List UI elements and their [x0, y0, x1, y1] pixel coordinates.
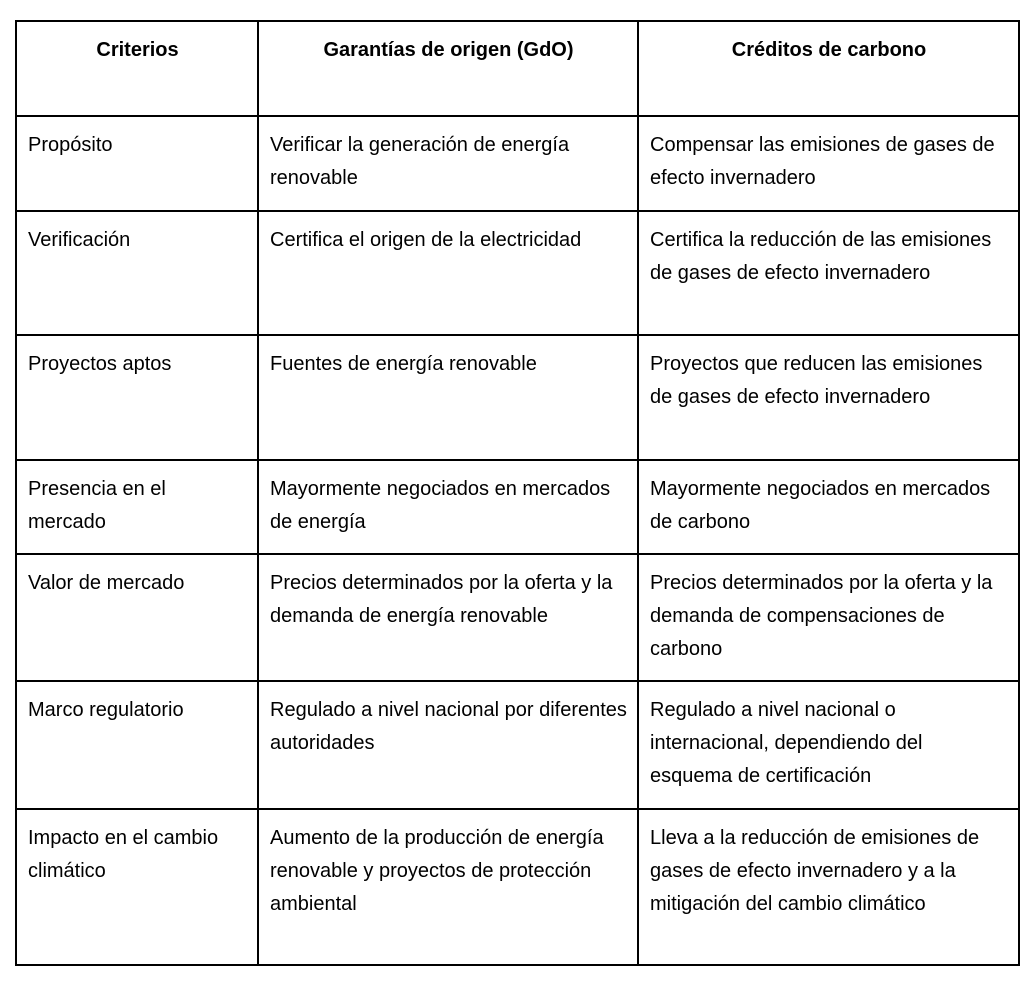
- table-row: [16, 211, 1019, 335]
- table-cell-gdo: Verificar la generación de energía renovable: [258, 116, 638, 211]
- table-cell-gdo: Precios determinados por la oferta y la demanda de energía renovable: [258, 554, 638, 681]
- table-cell-gdo: Regulado a nivel nacional por diferentes autoridades: [258, 681, 638, 809]
- table-cell-criterio: Proyectos aptos: [16, 335, 258, 460]
- table-cell-carbono: Mayormente negociados en mercados de carbono: [638, 460, 1019, 554]
- table-cell-criterio: Presencia en el mercado: [16, 460, 258, 554]
- table-cell-criterio: Impacto en el cambio climático: [16, 809, 258, 965]
- table-row: [16, 335, 1019, 460]
- column-header-gdo: Garantías de origen (GdO): [258, 21, 638, 116]
- table-body: [16, 116, 1019, 965]
- table-cell-criterio: Propósito: [16, 116, 258, 211]
- table-cell-carbono: Lleva a la reducción de emisiones de gases de efecto invernadero y a la mitigación del cambio climático: [638, 809, 1019, 965]
- table-row: [16, 116, 1019, 211]
- column-header-criterios: Criterios: [16, 21, 258, 116]
- table-cell-carbono: Regulado a nivel nacional o internacional, dependiendo del esquema de certificación: [638, 681, 1019, 809]
- table-cell-gdo: Mayormente negociados en mercados de energía: [258, 460, 638, 554]
- table-cell-carbono: Proyectos que reducen las emisiones de gases de efecto invernadero: [638, 335, 1019, 460]
- table-row: [16, 554, 1019, 681]
- table-cell-criterio: Marco regulatorio: [16, 681, 258, 809]
- comparison-table: [15, 20, 1020, 966]
- table-cell-gdo: Fuentes de energía renovable: [258, 335, 638, 460]
- header-row: [16, 21, 1019, 116]
- table-cell-criterio: Valor de mercado: [16, 554, 258, 681]
- table-cell-gdo: Aumento de la producción de energía renovable y proyectos de protección ambiental: [258, 809, 638, 965]
- table-cell-carbono: Precios determinados por la oferta y la demanda de compensaciones de carbono: [638, 554, 1019, 681]
- column-header-creditos-carbono: Créditos de carbono: [638, 21, 1019, 116]
- table-cell-carbono: Compensar las emisiones de gases de efecto invernadero: [638, 116, 1019, 211]
- comparison-table-container: [15, 20, 1020, 966]
- table-cell-criterio: Verificación: [16, 211, 258, 335]
- table-row: [16, 809, 1019, 965]
- table-row: [16, 681, 1019, 809]
- table-cell-carbono: Certifica la reducción de las emisiones de gases de efecto invernadero: [638, 211, 1019, 335]
- table-row: [16, 460, 1019, 554]
- table-cell-gdo: Certifica el origen de la electricidad: [258, 211, 638, 335]
